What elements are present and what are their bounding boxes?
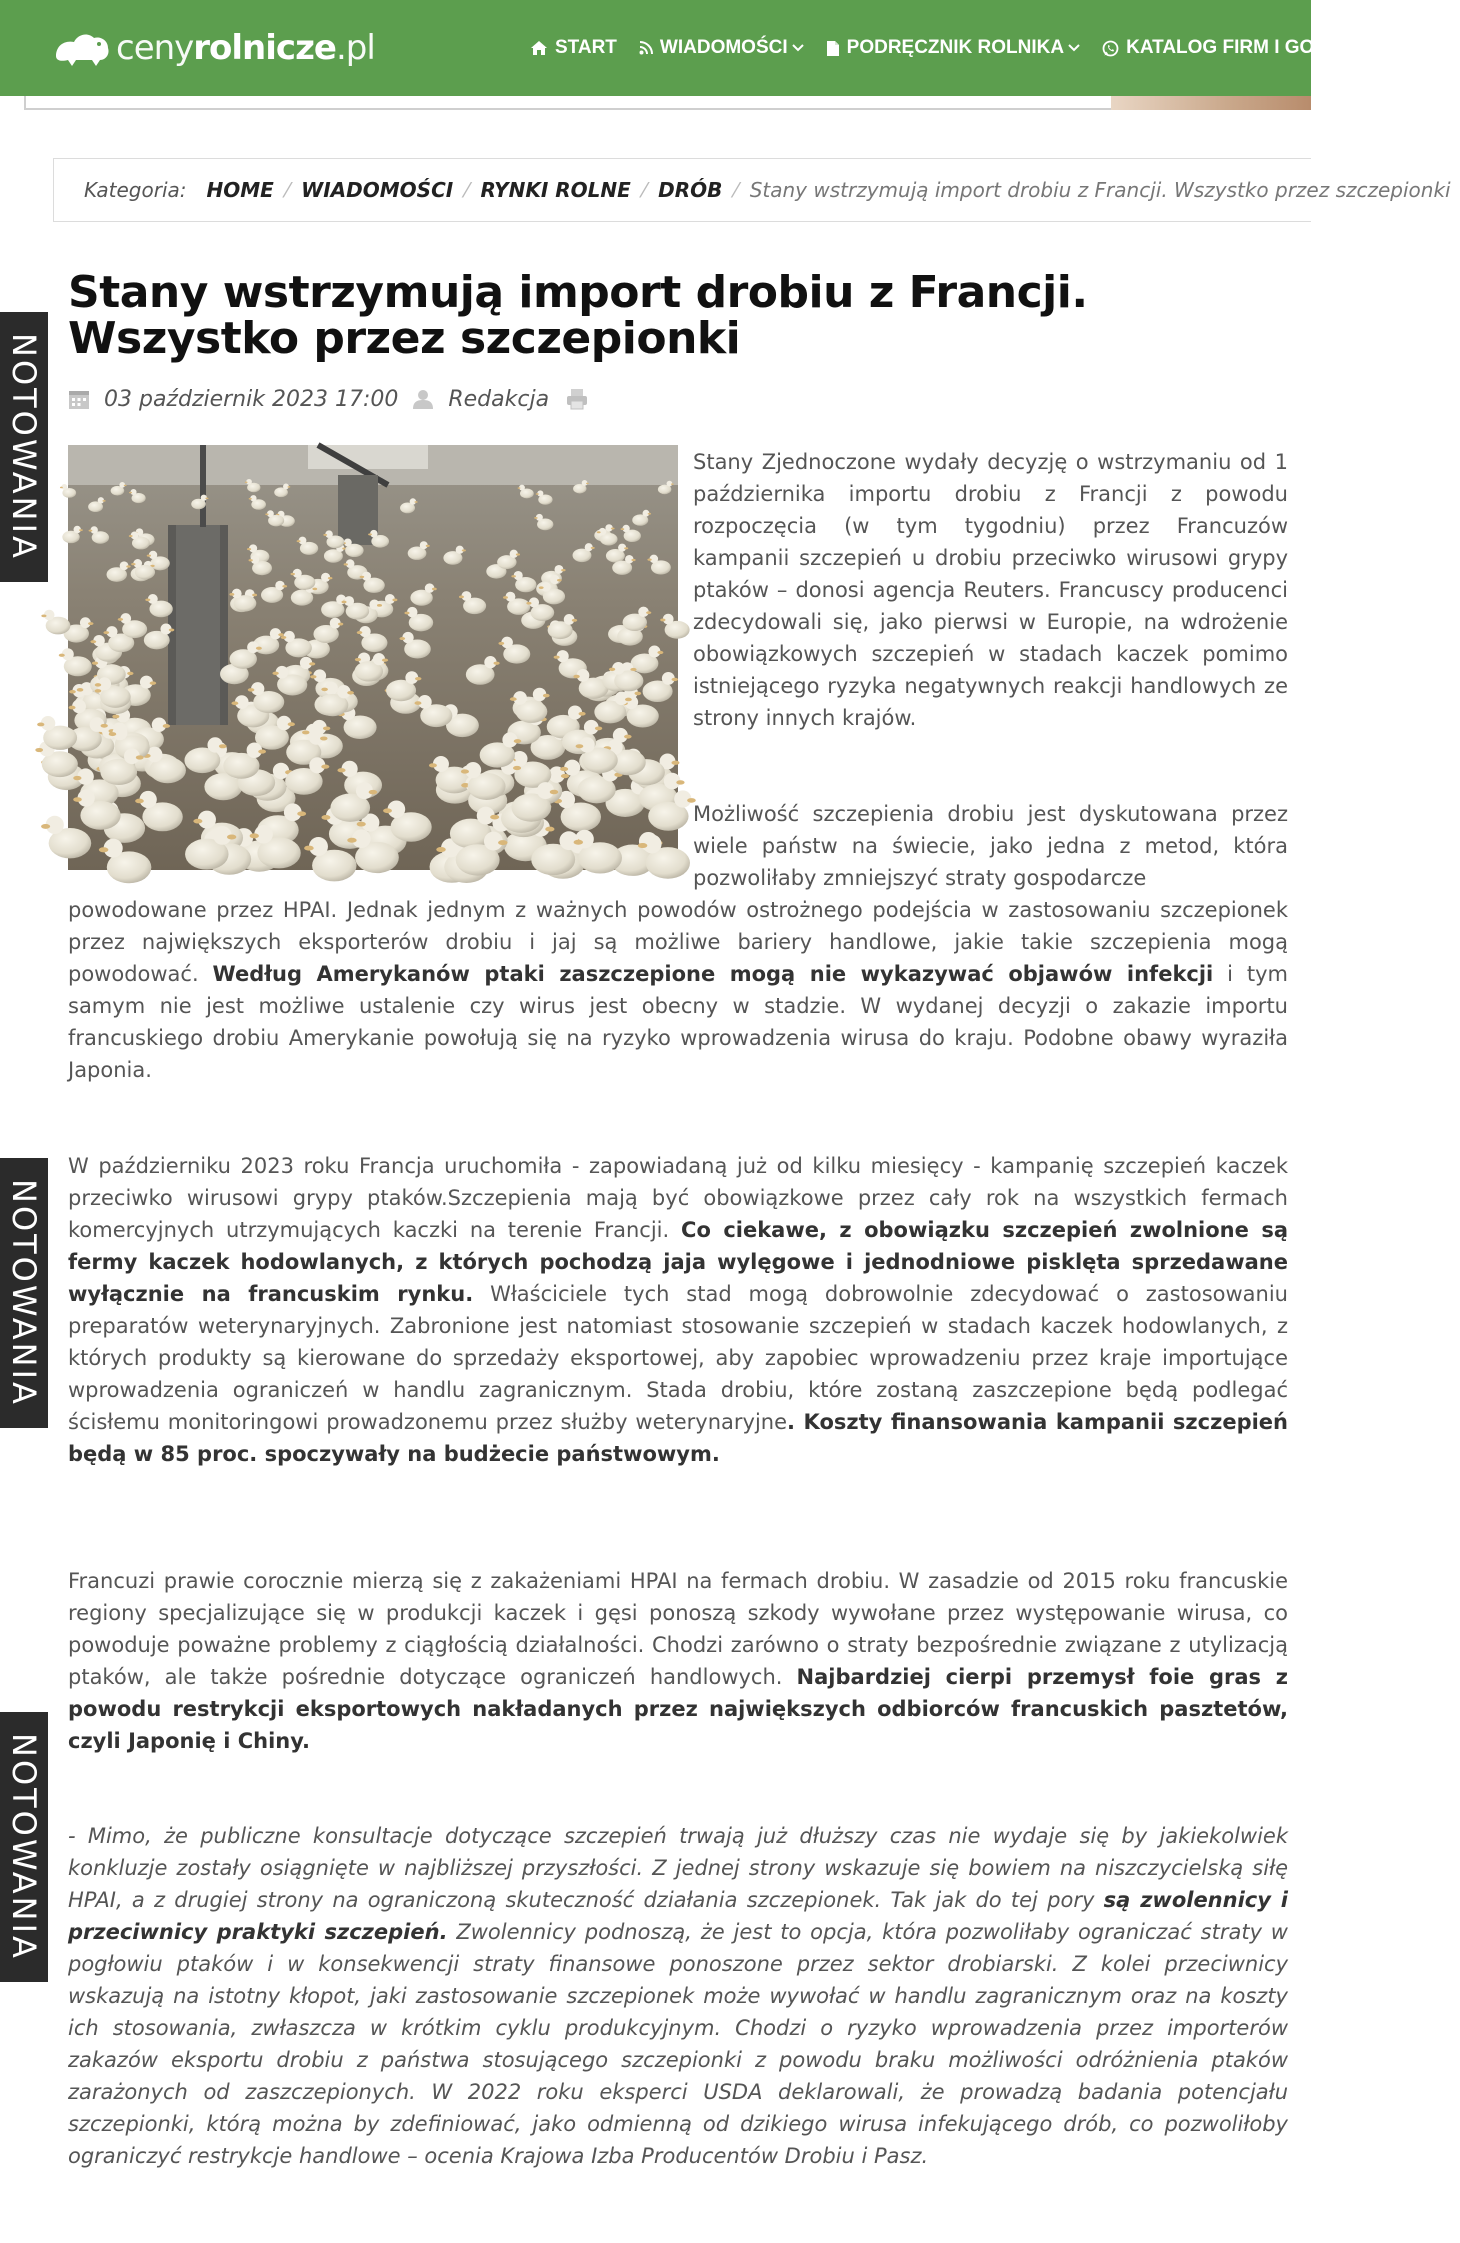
breadcrumb-separator: ⁄ [642, 178, 647, 202]
breadcrumb-rynki-rolne[interactable]: RYNKI ROLNE [480, 178, 631, 202]
breadcrumb-wiadomosci[interactable]: WIADOMOŚCI [301, 178, 454, 202]
article-quote: - Mimo, że publiczne konsultacje dotyczące szczepień trwają już dłuższy czas nie wydaje się by jakiekolwiek konkluzje zostały osiągnięte w najbliższej przyszłości. Z jednej strony wskazuje się bowiem na niszczycielską siłę HPAI, a z drugiej strony na ograniczoną skuteczność działania szczepionek. Tak jak do tej pory są zwolennicy i przeciwnicy praktyki szczepień. Zwolennicy podnoszą, że jest to opcja, która pozwoliłaby ograniczać straty w pogłowiu ptaków i w konsekwencji straty finansowe ponoszone przez sektor drobiarski. Z kolei przeciwnicy wskazują na istotny kłopot, jaki zastosowanie szczepionek może wywołać w handlu zagranicznym oraz na koszty ich stosowania, zwłaszcza w krótkim cyklu produkcyjnym. Chodzi o ryzyko wprowadzenia przez importerów zakazów eksportu drobiu z państwa stosującego szczepionki z powodu braku możliwości odróżnienia ptaków zarażonych od zaszczepionych. W 2022 roku eksperci USDA deklarowali, że prowadzą badania potencjału szczepionki, którą można by zdefiniować, jako odmienną od dzikiego wirusa infekującego drób, co pozwoliłoby ograniczyć restrykcje handlowe – ocenia Krajowa Izba Producentów Drobiu i Pasz. [68, 1824, 1289, 2168]
chevron-down-icon [792, 44, 804, 52]
logo-animals-icon [52, 26, 112, 70]
nav-start[interactable]: START [530, 37, 617, 59]
nav-podrecznik-rolnika[interactable]: PODRĘCZNIK ROLNIKA [826, 37, 1080, 59]
home-icon [530, 40, 548, 56]
document-icon [826, 40, 840, 57]
breadcrumb-home[interactable]: HOME [206, 178, 274, 202]
breadcrumb-separator: ⁄ [465, 178, 469, 202]
calendar-icon [68, 388, 90, 410]
nav-wiadomosci[interactable]: WIADOMOŚCI [639, 37, 804, 59]
breadcrumb-separator: ⁄ [285, 178, 290, 202]
site-header [0, 0, 1438, 96]
article-emphasis: Co ciekawe, z obowiązku szczepień zwolnione są fermy kaczek hodowlanych, z których pochodzą jaja wylęgowe i jednodniowe pisklęta sprzedawane wyłącznie na francuskim rynku. [68, 1218, 1288, 1306]
article-emphasis: . Koszty finansowania kampanii szczepień będą w 85 proc. spoczywały na budżecie państwowym. [68, 1410, 1288, 1466]
breadcrumb-separator: ⁄ [734, 178, 738, 202]
rss-icon [639, 41, 653, 55]
nav-katalog-firm[interactable]: KATALOG FIRM I GOSPODARSTW [1102, 37, 1438, 59]
chevron-down-icon [1068, 44, 1080, 52]
logo-text: cenyrolnicze.pl [116, 28, 375, 68]
article-photo-ducklings [68, 445, 678, 870]
site-logo[interactable] [52, 22, 375, 74]
article-paragraph-2: powodowane przez HPAI. Jednak jednym z ważnych powodów ostrożnego podejścia w zastosowaniu szczepionek przez największych eksporterów drobiu i jaj są możliwe bariery handlowe, jakie takie szczepienia mogą powodować. Według Amerykanów ptaki zaszczepione mogą nie wykazywać objawów infekcji i tym samym nie jest możliwe ustalenie czy wirus jest obecny w stadzie. W wydanej decyzji o zakazie importu francuskiego drobiu Amerykanie powołują się na ryzyko wprowadzenia wirusa do kraju. Podobne obawy wyraziła Japonia. [68, 898, 1288, 1082]
printer-icon[interactable] [565, 387, 589, 411]
article-paragraph-4: Francuzi prawie corocznie mierzą się z zakażeniami HPAI na fermach drobiu. W zasadzie od 2015 roku francuskie regiony specjalizujące się w produkcji kaczek i gęsi ponoszą szkody wywołane przez występowanie wirusa, co powoduje poważne problemy z ciągłością działalności. Chodzi zarówno o straty bezpośrednie związane z utylizacją ptaków, ale także pośrednie dotyczące ograniczeń handlowych. Najbardziej cierpi przemysł foie gras z powodu restrykcji eksportowych nakładanych przez największych odbiorców francuskich pasztetów, czyli Japonię i Chiny. [68, 1569, 1288, 1753]
breadcrumb-drob[interactable]: DRÓB [658, 178, 723, 202]
breadcrumb-current: Stany wstrzymują import drobiu z Francji. Wszystko przez szczepionki [749, 178, 1451, 202]
main-nav [530, 0, 1460, 96]
article-title: Stany wstrzymują import drobiu z Francji. Wszystko przez szczepionki [68, 267, 1088, 364]
article-author[interactable]: Redakcja [448, 386, 550, 412]
breadcrumb-label: Kategoria: [84, 178, 187, 202]
side-tab-notowania[interactable]: NOTOWANIA [0, 312, 48, 582]
article-meta [68, 382, 603, 416]
article-emphasis: Według Amerykanów ptaki zaszczepione mogą nie wykazywać objawów infekcji [212, 962, 1214, 986]
article-paragraph-3: W październiku 2023 roku Francja uruchomiła - zapowiadaną już od kilku miesięcy - kampanię szczepień kaczek przeciwko wirusowi grypy ptaków.Szczepienia mają być obowiązkowe przez cały rok na wszystkich fermach komercyjnych utrzymujących kaczki na terenie Francji. Co ciekawe, z obowiązku szczepień zwolnione są fermy kaczek hodowlanych, z których pochodzą jaja wylęgowe i jednodniowe pisklęta sprzedawane wyłącznie na francuskim rynku. Właściciele tych stad mogą dobrowolnie zdecydować o zastosowaniu preparatów weterynaryjnych. Zabronione jest natomiast stosowanie szczepień w stadach kaczek hodowlanych, z których produkty są kierowane do sprzedaży eksportowej, aby zapobiec wprowadzeniu przez kraje importujące wprowadzenia ograniczeń w handlu zagranicznym. Stada drobiu, które zostaną zaszczepione będą podlegać ścisłemu monitoringowi prowadzonemu przez służby weterynaryjne. Koszty finansowania kampanii szczepień będą w 85 proc. spoczywały na budżecie państwowym. [68, 1154, 1288, 1466]
article-date: 03 październik 2023 17:00 [104, 386, 399, 412]
whatsapp-icon [1102, 40, 1119, 57]
article-paragraph-1: Stany Zjednoczone wydały decyzję o wstrzymaniu od 1 października importu drobiu z Francji z powodu rozpoczęcia (w tym tygodniu) przez Francuzów kampanii szczepień u drobiu przeciwko wirusowi grypy ptaków – donosi agencja Reuters. Francuscy producenci zdecydowali się, jako pierwsi w Europie, na wdrożenie obowiązkowych szczepień w stadach kaczek pomimo istniejącego ryzyka negatywnych reakcji handlowych ze strony innych krajów. [693, 450, 1288, 730]
article-emphasis: są zwolennicy i przeciwnicy praktyki szczepień. [68, 1888, 1289, 1944]
side-tab-notowania[interactable]: NOTOWANIA [0, 1712, 48, 1982]
user-icon [412, 388, 434, 410]
header-banner-image [1111, 96, 1311, 110]
side-tab-notowania[interactable]: NOTOWANIA [0, 1158, 48, 1428]
article-paragraph-2-intro: Możliwość szczepienia drobiu jest dyskutowana przez wiele państw na świecie, jako jedna z metod, która pozwoliłaby zmniejszyć straty gospodarcze [693, 802, 1288, 890]
article-emphasis: Najbardziej cierpi przemysł foie gras z powodu restrykcji eksportowych nakładanych przez największych odbiorców francuskich pasztetów, czyli Japonię i Chiny. [68, 1665, 1288, 1753]
breadcrumb [53, 158, 1451, 222]
